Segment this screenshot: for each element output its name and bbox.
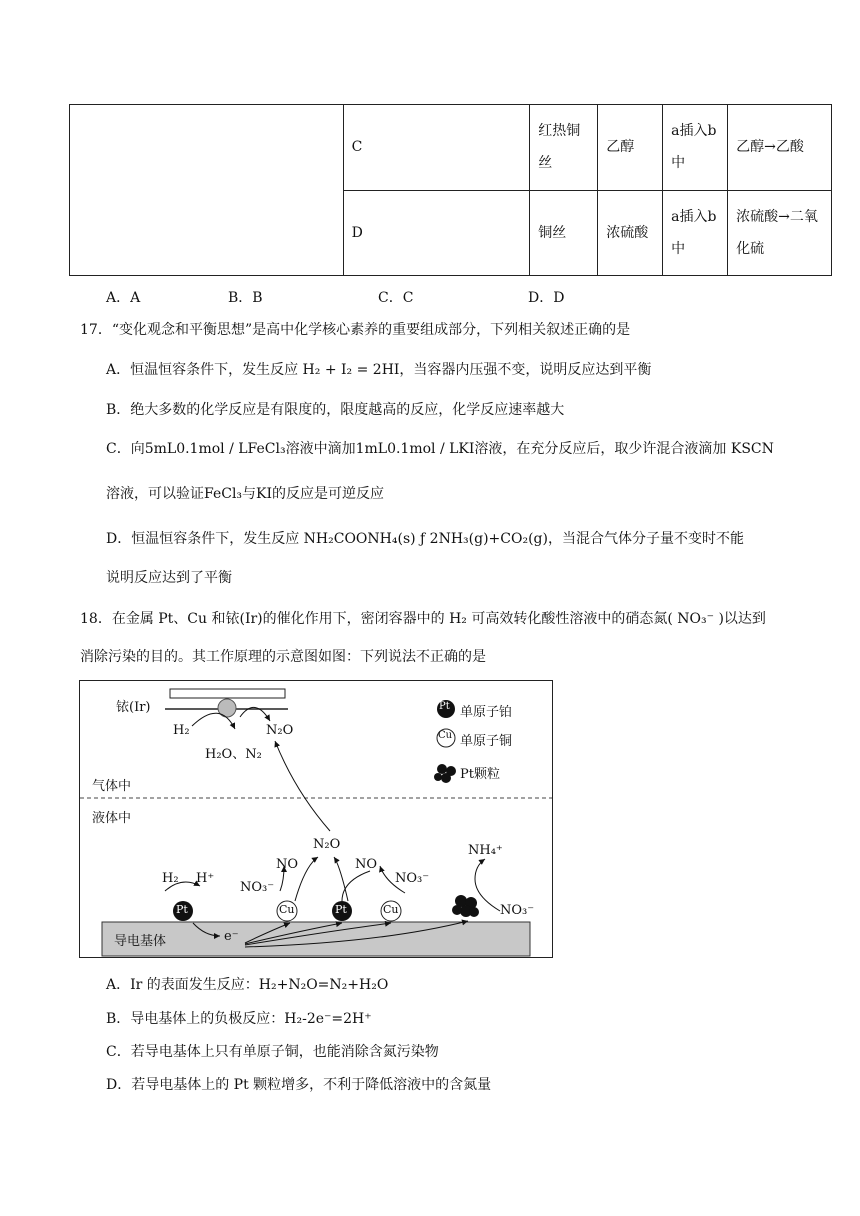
q17-option-a: A．恒温恒容条件下，发生反应 H₂ + I₂ = 2HI，当容器内压强不变，说明反应达到平衡 bbox=[106, 362, 652, 378]
material-cell: 红热铜丝 bbox=[530, 105, 598, 191]
no-label-2: NO bbox=[355, 857, 378, 872]
gas-phase-label: 气体中 bbox=[92, 779, 132, 794]
pt-particle bbox=[452, 895, 479, 917]
q17-stem: 17．“变化观念和平衡思想”是高中化学核心素养的重要组成部分，下列相关叙述正确的是 bbox=[80, 322, 631, 338]
substrate-block bbox=[102, 922, 530, 956]
legend-cu-glyph: Cu bbox=[438, 730, 453, 741]
change-cell: 浓硫酸→二氧化硫 bbox=[728, 190, 832, 276]
liquid-phase-label: 液体中 bbox=[92, 811, 132, 826]
table-empty-cell bbox=[70, 105, 344, 276]
electron-label: e⁻ bbox=[224, 929, 239, 944]
q18-option-a: A．Ir 的表面发生反应：H₂+N₂O=N₂+H₂O bbox=[106, 977, 389, 993]
operation-cell: a插入b中 bbox=[663, 190, 728, 276]
no3-label-3: NO₃⁻ bbox=[500, 903, 535, 918]
no-label-1: NO bbox=[276, 857, 299, 872]
q16-option-b: B．B bbox=[228, 290, 263, 306]
substrate-label: 导电基体 bbox=[114, 934, 167, 949]
table-row bbox=[70, 105, 832, 191]
h2-gas-label: H₂ bbox=[173, 723, 190, 738]
material-cell: 铜丝 bbox=[530, 190, 598, 276]
q18-option-d: D．若导电基体上的 Pt 颗粒增多，不利于降低溶液中的含氮量 bbox=[106, 1077, 492, 1093]
q17-option-d-cont: 说明反应达到了平衡 bbox=[106, 570, 232, 586]
q17-option-c-cont: 溶液，可以验证FeCl₃与KI的反应是可逆反应 bbox=[106, 486, 385, 502]
nh4-label: NH₄⁺ bbox=[468, 843, 503, 858]
n2o-top-label: N₂O bbox=[266, 723, 294, 738]
h2-liquid-label: H₂ bbox=[162, 871, 179, 886]
q17-option-d: D．恒温恒容条件下，发生反应 NH₂COONH₄(s) ƒ 2NH₃(g)+CO₂(g)，当混合气体分子量不变时不能 bbox=[106, 531, 744, 547]
h-plus-label: H⁺ bbox=[196, 871, 215, 886]
legend-cu-label: 单原子铜 bbox=[460, 734, 513, 749]
reagent-cell: 乙醇 bbox=[598, 105, 663, 191]
n2o-mid-label: N₂O bbox=[313, 837, 341, 852]
diagram-graphics bbox=[80, 681, 552, 957]
q16-option-c: C．C bbox=[378, 290, 414, 306]
legend-pt-label: 单原子铂 bbox=[460, 705, 513, 720]
no3-label-2: NO₃⁻ bbox=[395, 871, 430, 886]
pt-atom-label-2: Pt bbox=[335, 903, 347, 916]
cu-atom-label-1: Cu bbox=[279, 903, 295, 916]
q17-option-c: C．向5mL0.1mol / LFeCl₃溶液中滴加1mL0.1mol / LKI溶液，在充分反应后，取少许混合液滴加 KSCN bbox=[106, 441, 774, 457]
row-label: C bbox=[343, 105, 530, 191]
no3-label-1: NO₃⁻ bbox=[240, 880, 275, 895]
reagent-cell: 浓硫酸 bbox=[598, 190, 663, 276]
ir-label: 铱(Ir) bbox=[116, 700, 151, 715]
q17-option-b: B．绝大多数的化学反应是有限度的，限度越高的反应，化学反应速率越大 bbox=[106, 402, 565, 418]
q18-option-b: B．导电基体上的负极反应：H₂-2e⁻=2H⁺ bbox=[106, 1011, 372, 1027]
pt-atom-label-1: Pt bbox=[176, 903, 188, 916]
legend-particle-icon bbox=[434, 764, 456, 783]
q16-option-d: D．D bbox=[528, 290, 565, 306]
operation-cell: a插入b中 bbox=[663, 105, 728, 191]
h2o-n2-label: H₂O、N₂ bbox=[205, 747, 262, 762]
cu-atom-label-2: Cu bbox=[383, 903, 399, 916]
question-16-table bbox=[69, 104, 832, 276]
legend-pt-glyph: Pt bbox=[439, 701, 450, 712]
row-label: D bbox=[343, 190, 530, 276]
ir-plate bbox=[170, 689, 285, 698]
q18-stem: 18．在金属 Pt、Cu 和铱(Ir)的催化作用下，密闭容器中的 H₂ 可高效转化酸性溶液中的硝态氮( NO₃⁻ )以达到 bbox=[80, 611, 766, 627]
change-cell: 乙醇→乙酸 bbox=[728, 105, 832, 191]
reaction-diagram bbox=[79, 680, 553, 958]
q16-option-a: A．A bbox=[106, 290, 141, 306]
q18-stem-cont: 消除污染的目的。其工作原理的示意图如图：下列说法不正确的是 bbox=[80, 649, 486, 665]
legend-particle-label: Pt颗粒 bbox=[460, 767, 500, 782]
q18-option-c: C．若导电基体上只有单原子铜，也能消除含氮污染物 bbox=[106, 1044, 439, 1060]
